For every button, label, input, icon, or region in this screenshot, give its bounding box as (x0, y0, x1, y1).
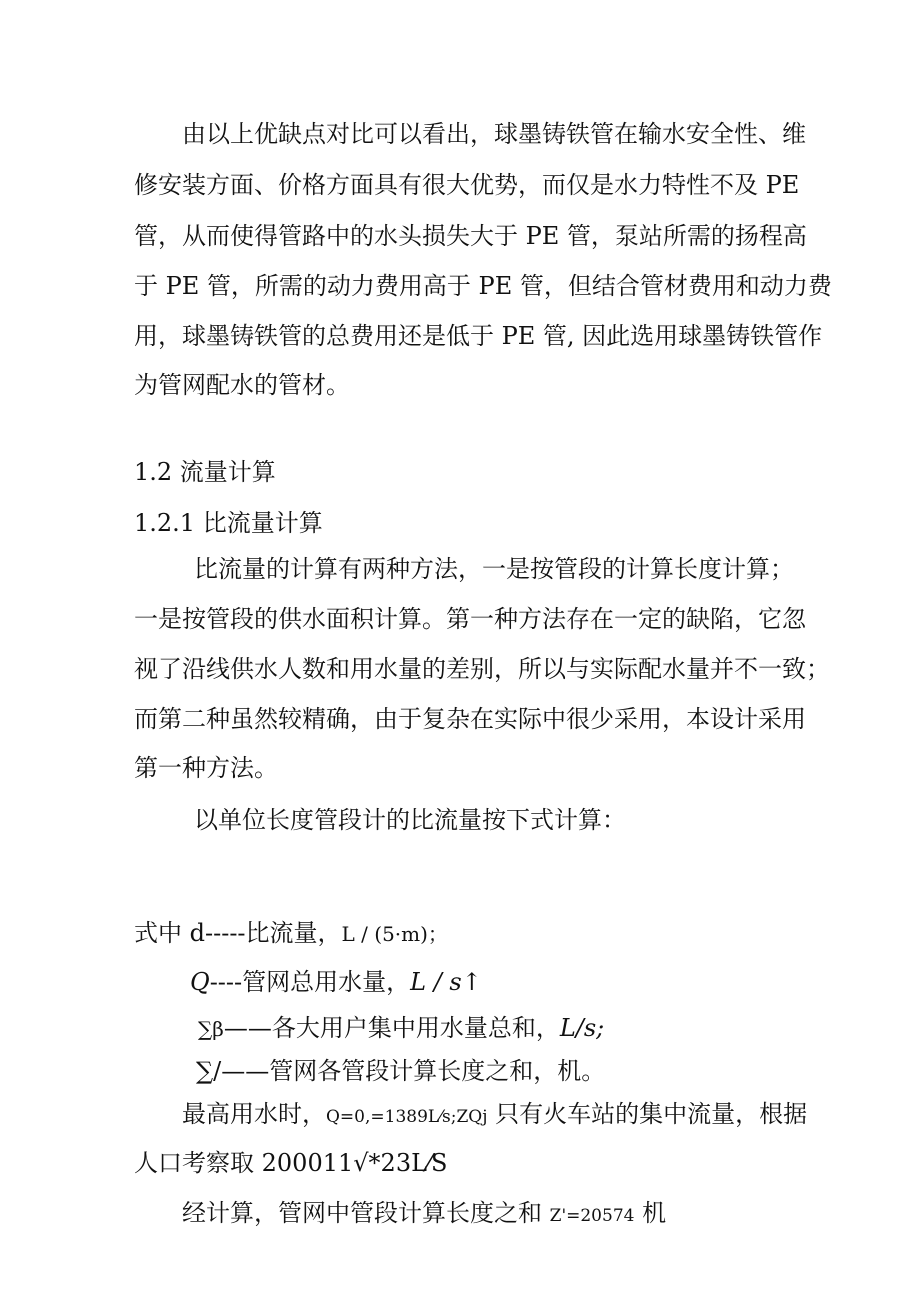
definition-sum-length-text: ——管网各管段计算长度之和，机。 (221, 1057, 606, 1085)
para3-line-2-a: 人口考察取 (134, 1149, 262, 1177)
definition-d (134, 918, 448, 949)
para3-line-1-formula: Q=0,=1389L⁄s;ZQj (326, 1107, 488, 1127)
para2-line-2: 一是按管段的供水面积计算。第一种方法存在一定的缺陷，它忽 (134, 605, 806, 633)
para3-line-2-formula: 200011√*23L⁄S (261, 1149, 448, 1177)
para2-line-5: 第一种方法。 (134, 754, 278, 782)
subsection-heading: 1.2.1 比流量计算 (134, 509, 323, 537)
formula-intro: 以单位长度管段计的比流量按下式计算： (194, 806, 626, 834)
para1-line-4: 于 PE 管，所需的动力费用高于 PE 管，但结合管材费用和动力费 (134, 272, 832, 300)
para3-line-1-c: 只有火车站的集中流量，根据 (487, 1100, 808, 1128)
definition-sum-beta-unit: L/s; (559, 1014, 605, 1042)
para2-line-3: 视了沿线供水人数和用水量的差别，所以与实际配水量并不一致； (134, 655, 830, 683)
para4-c: 机 (634, 1199, 667, 1227)
para4-formula: Z'=20574 (549, 1206, 635, 1226)
section-heading: 1.2 流量计算 (134, 458, 276, 486)
definition-sum-beta-text: ——各大用户集中用水量总和， (223, 1014, 560, 1042)
definition-q-symbol: Q (190, 968, 210, 996)
definition-d-unit: L / (5·m)； (341, 922, 448, 946)
para2-line-1: 比流量的计算有两种方法，一是按管段的计算长度计算； (194, 555, 794, 583)
para1-line-5: 用，球墨铸铁管的总费用还是低于 PE 管, 因此选用球墨铸铁管作 (134, 322, 823, 350)
para4-a: 经计算，管网中管段计算长度之和 (182, 1199, 550, 1227)
definition-sum-length (196, 1056, 605, 1086)
para1-line-6: 为管网配水的管材。 (134, 371, 350, 399)
definition-q-unit: L / s↑ (410, 968, 482, 996)
definition-q (190, 967, 482, 997)
para1-line-1: 由以上优缺点对比可以看出，球墨铸铁管在输水安全性、维 (182, 120, 806, 148)
para3-line-1-a: 最高用水时， (182, 1100, 326, 1128)
definition-sum-length-symbol: ∑/ (196, 1057, 222, 1085)
para2-line-4: 而第二种虽然较精确，由于复杂在实际中很少采用，本设计采用 (134, 705, 806, 733)
definition-d-label: 式中 d-----比流量， (134, 919, 342, 947)
definition-q-text: ----管网总用水量， (209, 968, 411, 996)
para3-line-1 (182, 1099, 807, 1132)
definition-sum-beta-symbol: ∑β (198, 1017, 224, 1041)
definition-sum-beta (198, 1013, 604, 1044)
para3-line-2 (134, 1148, 447, 1178)
para1-line-2: 修安装方面、价格方面具有很大优势，而仅是水力特性不及 PE (134, 171, 800, 199)
para1-line-3: 管，从而使得管路中的水头损失大于 PE 管，泵站所需的扬程高 (134, 222, 807, 250)
para4-line (182, 1198, 666, 1231)
